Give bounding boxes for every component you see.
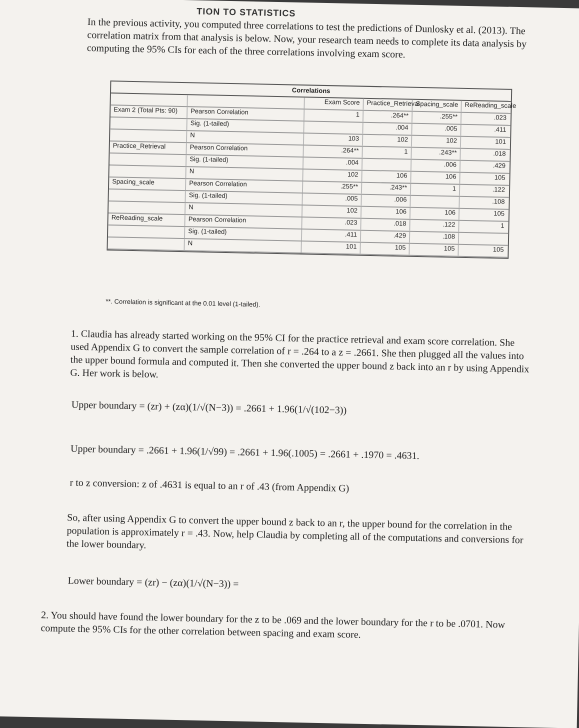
- table-cell: ReReading_scale: [108, 213, 185, 226]
- table-cell: [110, 118, 187, 131]
- table-cell: 103: [304, 134, 363, 146]
- table-cell: [362, 159, 411, 171]
- question-1: 1. Claudia has already started working on the 95% CI for the practice retrieval and exam score correlation. She used Appendix G to convert the sample correlation of r = .264 to a z = .2661. She then plugged all the values into the upper bound formula and computed it. Then she converted the upper bound z back into an r by using Appendix G. Her work is below.: [70, 328, 530, 381]
- table-cell: Sig. (1-tailed): [187, 119, 304, 132]
- table-cell: [109, 154, 186, 167]
- table-cell: 105: [492, 246, 504, 254]
- header-cell: Spacing_scale: [413, 100, 462, 112]
- table-cell: 1: [500, 222, 505, 230]
- intro-paragraph: In the previous activity, you computed three correlations to test the predictions of Dunlosky et al. (2013). The correlation matrix from that analysis is below. Now, your research team needs to complete its data analysis by computing the 95% CIs for each of the three correlations involving exam score.: [86, 17, 527, 61]
- table-footnote: **. Correlation is significant at the 0.01 level (1-tailed).: [105, 298, 261, 309]
- table-cell: [411, 196, 460, 208]
- table-cell: [459, 233, 507, 245]
- table-cell: 105: [494, 174, 506, 182]
- table-cell: Sig. (1-tailed): [185, 227, 302, 240]
- table-cell: N: [186, 167, 303, 180]
- table-cell: 106: [411, 172, 460, 184]
- header-cell: Practice_Retrieval: [364, 99, 413, 111]
- table-cell: Exam 2 (Total Pts: 90): [111, 106, 188, 119]
- table-cell: 105: [493, 210, 505, 218]
- table-cell: .004: [363, 123, 412, 135]
- table-cell: N: [185, 239, 302, 252]
- lower-boundary-formula: Lower boundary = (zr) − (zα)(1/√(N−3)) =: [67, 575, 239, 591]
- table-caption: Correlations: [111, 82, 511, 102]
- table-cell: 106: [362, 171, 411, 183]
- table-cell: .018: [361, 219, 410, 231]
- table-cell: .108: [410, 232, 459, 244]
- table-cell: 101: [495, 138, 507, 146]
- table-cell: .018: [493, 150, 506, 158]
- table-cell: Pearson Correlation: [187, 143, 304, 156]
- table-cell: [110, 130, 187, 143]
- table-cell: 1: [363, 147, 412, 159]
- r-to-z-conversion: r to z conversion: z of .4631 is equal to an r of .43 (from Appendix G): [69, 477, 350, 495]
- table-cell: .023: [493, 114, 507, 122]
- table-cell: [108, 201, 185, 214]
- table-cell: .006: [411, 160, 460, 172]
- table-cell: 105: [361, 243, 410, 255]
- paragraph-2: So, after using Appendix G to convert the upper bound z back to an r, the upper bound for the correlation in the population is approximately r = .43. Now, help Claudia by completing all of the computations and conversions for the lower boundary.: [66, 512, 524, 552]
- table-cell: .004: [303, 158, 362, 170]
- upper-boundary-computation: Upper boundary = .2661 + 1.96(1/√99) = .2661 + 1.96(.1005) = .2661 + .1970 = .4631.: [70, 443, 420, 463]
- table-cell: .429: [361, 231, 410, 243]
- table-cell: 102: [303, 170, 362, 182]
- table-cell: 102: [363, 135, 412, 147]
- table-cell: N: [185, 203, 302, 216]
- table-cell: .411: [494, 126, 507, 134]
- table-cell: 106: [361, 207, 410, 219]
- table-cell: .243**: [412, 148, 461, 160]
- table-cell: N: [187, 131, 304, 144]
- table-cell: [108, 225, 185, 238]
- table-cell: Practice_Retrieval: [110, 142, 187, 155]
- page-header: TION TO STATISTICS: [196, 6, 296, 19]
- table-cell: 102: [302, 206, 361, 218]
- table-cell: Spacing_scale: [109, 177, 186, 190]
- table-cell: .255**: [303, 182, 362, 194]
- table-cell: Pearson Correlation: [185, 215, 302, 228]
- header-cell: Exam Score: [305, 98, 364, 110]
- table-cell: .122: [492, 186, 506, 194]
- table-cell: 101: [302, 242, 361, 254]
- table-cell: [304, 122, 363, 134]
- table-cell: Pearson Correlation: [187, 107, 304, 120]
- table-cell: .005: [303, 194, 362, 206]
- table-cell: 1: [304, 110, 363, 122]
- table-cell: .005: [412, 124, 461, 136]
- table-cell: .264**: [363, 111, 412, 123]
- table-cell: Sig. (1-tailed): [186, 191, 303, 204]
- table-cell: 106: [410, 208, 459, 220]
- table-cell: [108, 237, 185, 250]
- table-cell: 105: [410, 244, 459, 256]
- question-2: 2. You should have found the lower boundary for the z to be .069 and the lower boundary for the r to be .0701. Now compute the 95% CIs for the other correlation between spacing and exam score.: [40, 610, 506, 641]
- header-cell: [111, 94, 188, 107]
- table-cell: .122: [410, 220, 459, 232]
- table-cell: [109, 189, 186, 202]
- table-cell: 102: [412, 136, 461, 148]
- table-cell: .108: [492, 198, 505, 206]
- upper-boundary-formula: Upper boundary = (zr) + (zα)(1/√(N−3)) = .2661 + 1.96(1/√(102−3)): [71, 399, 347, 417]
- header-cell: ReReading_scale: [464, 101, 517, 110]
- correlations-table: [107, 80, 517, 258]
- table-cell: 1: [411, 184, 460, 196]
- table-cell: [109, 165, 186, 178]
- table-cell: .023: [302, 218, 361, 230]
- table-cell: Pearson Correlation: [186, 179, 303, 192]
- table-cell: .243**: [362, 183, 411, 195]
- table-cell: .006: [362, 195, 411, 207]
- table-cell: .264**: [304, 146, 363, 158]
- table-cell: .411: [302, 230, 361, 242]
- table-cell: Sig. (1-tailed): [186, 155, 303, 168]
- table-cell: .255**: [412, 112, 461, 124]
- table-cell: .429: [492, 162, 506, 170]
